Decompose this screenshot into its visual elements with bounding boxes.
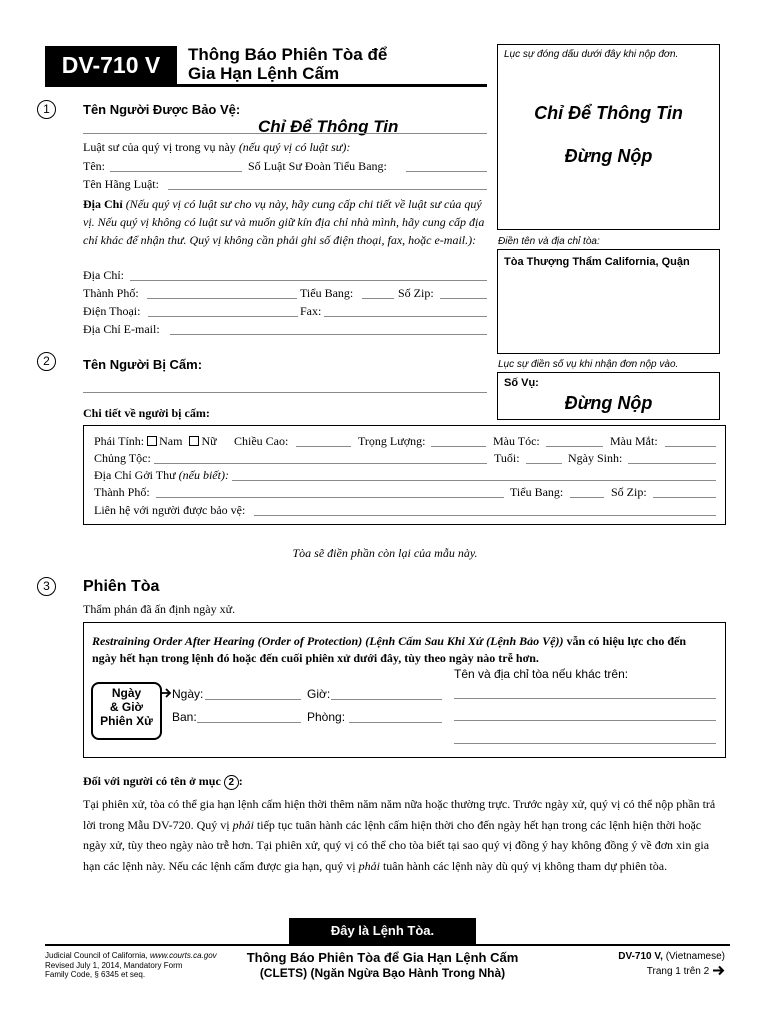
restrained-zip-label: Số Zip: [611, 485, 647, 499]
footer-form-id: DV-710 V, (Vietnamese) [618, 951, 725, 962]
weight-field[interactable] [431, 446, 486, 447]
restrained-zip-field[interactable] [653, 497, 716, 498]
footer-left-line3: Family Code, § 6345 et seq. [45, 970, 146, 979]
section-1-watermark: Chỉ Để Thông Tin [258, 117, 399, 136]
room-label: Phòng: [307, 710, 346, 724]
eye-label: Màu Mắt: [610, 434, 658, 448]
case-number-field-label: Số Vụ: [504, 377, 539, 389]
hair-label: Màu Tóc: [493, 434, 540, 448]
lawyer-name-label: Tên: [83, 159, 105, 173]
zip-label: Số Zip: [398, 286, 434, 300]
section-3-subtitle: Thẩm phán đã ấn định ngày xử. [83, 602, 236, 616]
details-label: Chi tiết về người bị cấm: [83, 406, 210, 420]
arrow-icon [160, 687, 172, 699]
form-title-line1: Thông Báo Phiên Tòa để [188, 45, 388, 64]
footer-rule [45, 944, 730, 946]
other-court-line-1[interactable] [454, 698, 716, 699]
email-label: Địa Chỉ E-mail: [83, 322, 160, 336]
male-checkbox[interactable] [147, 436, 157, 446]
mailing-address-label: Địa Chỉ Gởi Thư (nếu biết): [94, 468, 229, 482]
info-only-watermark: Chỉ Để Thông Tin [534, 103, 683, 123]
clerk-stamp-box [497, 44, 720, 230]
restrained-city-field[interactable] [156, 497, 504, 498]
bar-number-label: Số Luật Sư Đoàn Tiểu Bang: [248, 159, 387, 173]
hearing-date-box [91, 682, 162, 740]
section-3-title: Phiên Tòa [83, 578, 160, 595]
section-1-number: 1 [37, 100, 56, 119]
section-3-number: 3 [37, 577, 56, 596]
firm-name-field[interactable] [168, 189, 487, 190]
time-field[interactable] [331, 699, 442, 700]
sex-field: Phái Tính: Nam Nữ [94, 434, 217, 448]
hearing-box-line2: & Giờ [109, 700, 144, 714]
footer-title-line2: (CLETS) (Ngăn Ngừa Bạo Hành Trong Nhà) [259, 966, 506, 980]
restrained-city-label: Thành Phố: [94, 485, 150, 499]
dept-field[interactable] [197, 722, 301, 723]
race-field[interactable] [154, 463, 487, 464]
other-court-label: Tên và địa chỉ tòa nếu khác trên: [454, 667, 629, 681]
zip-field[interactable] [440, 298, 487, 299]
clerk-stamp-label: Lục sự đóng dấu dưới đây khi nộp đơn. [504, 49, 679, 60]
for-person-text: Tại phiên xử, tòa có thể gia hạn lệnh cấm hiện thời thêm năm năm nữa hoặc thường trực. Trước ngày xử, quý vị có thể nộp phần trả lời trong Mẫu DV-720. Quý vị phải tiếp tục tuân hành các lệnh cấm hiện thời cho đến ngày hết hạn trong các lệnh hiện thời hoặc ngày xử, tùy theo ngày nào trễ hơn. Tại phiên xử, quý vị có thể cho tòa biết tại sao quý vị đồng ý hay không đồng ý về đơn xin gia hạn các lệnh này. Nếu các lệnh cấm được gia hạn, quý vị phải tuân hành các lệnh này dù quý vị không tham dự phiên tòa. [83, 797, 716, 873]
court-fill-note: Tòa sẽ điền phần còn lại của mẫu này. [292, 546, 478, 560]
address-label: Địa Chỉ: [83, 268, 124, 282]
race-label: Chủng Tộc: [94, 451, 151, 465]
date-field[interactable] [205, 699, 301, 700]
court-name-label: Điền tên và địa chỉ tòa: [498, 236, 600, 247]
time-label: Giờ: [307, 687, 331, 701]
next-page-arrow-icon [712, 965, 725, 976]
restrained-name-field[interactable] [83, 392, 487, 393]
do-not-file-watermark: Đừng Nộp [564, 146, 653, 166]
height-field[interactable] [296, 446, 351, 447]
other-court-line-3[interactable] [454, 743, 716, 744]
case-do-not-file-watermark: Đừng Nộp [564, 393, 653, 413]
lawyer-intro: Luật sư của quý vị trong vụ này (nếu quý vị có luật sư): [83, 140, 351, 154]
address-field[interactable] [130, 280, 487, 281]
form-number-box [45, 46, 177, 84]
hearing-box-line1: Ngày [111, 686, 142, 700]
restrained-state-field[interactable] [570, 497, 604, 498]
court-order-banner [289, 918, 476, 944]
case-number-label: Lục sự điền số vụ khi nhận đơn nộp vào. [498, 359, 679, 370]
bar-number-field[interactable] [406, 171, 487, 172]
dept-label: Ban: [172, 710, 197, 724]
restrained-state-label: Tiểu Bang: [510, 485, 564, 499]
age-label: Tuổi: [494, 451, 520, 465]
footer-left-line2: Revised July 1, 2014, Mandatory Form [45, 961, 183, 970]
relationship-field[interactable] [254, 515, 716, 516]
weight-label: Trọng Lượng: [358, 434, 426, 448]
circled-2: 2 [224, 775, 239, 790]
relationship-label: Liên hệ với người được bảo vệ: [94, 503, 246, 517]
footer-page: Trang 1 trên 2 [647, 965, 725, 977]
state-field[interactable] [362, 298, 394, 299]
address-note: Địa Chỉ (Nếu quý vị có luật sư cho vụ này, hãy cung cấp chi tiết về luật sư của quý vị. Nếu quý vị không có luật sư và muốn giữ kín địa chỉ nhà mình, hãy cung cấp địa chỉ khác để nhận thư. Quý vị không cần phải ghi số điện thoại, fax, hoặc e-mail.): [83, 197, 485, 248]
age-field[interactable] [526, 463, 562, 464]
section-1-title: Tên Người Được Bảo Vệ: [83, 102, 241, 117]
court-name-box [497, 249, 720, 354]
protected-name-line [83, 133, 487, 134]
hair-field[interactable] [546, 446, 603, 447]
email-field[interactable] [170, 334, 487, 335]
dob-field[interactable] [628, 463, 716, 464]
firm-name-label: Tên Hãng Luật: [83, 177, 159, 191]
eye-field[interactable] [665, 446, 716, 447]
mailing-address-field[interactable] [232, 480, 716, 481]
form-number: DV-710 V [61, 52, 161, 78]
fax-label: Fax: [300, 304, 322, 318]
fax-field[interactable] [324, 316, 487, 317]
section-2-title: Tên Người Bị Cấm: [83, 357, 203, 372]
footer-title-line1: Thông Báo Phiên Tòa để Gia Hạn Lệnh Cấm [246, 950, 519, 965]
phone-label: Điện Thoại: [83, 304, 141, 318]
female-checkbox[interactable] [189, 436, 199, 446]
other-court-line-2[interactable] [454, 720, 716, 721]
hearing-box-line3: Phiên Xử [100, 714, 153, 728]
height-label: Chiều Cao: [234, 434, 289, 448]
phone-field[interactable] [148, 316, 298, 317]
header-rule [45, 84, 487, 87]
city-field[interactable] [147, 298, 297, 299]
date-label: Ngày: [172, 687, 204, 701]
city-label: Thành Phố: [83, 286, 139, 300]
for-person-title: Đối với người có tên ở mục 2 : [83, 774, 243, 788]
footer-left-line1: Judicial Council of California, www.courts.ca.gov [45, 951, 217, 960]
hearing-notice: Restraining Order After Hearing (Order of Protection) (Lệnh Cấm Sau Khi Xử (Lệnh Bảo Vệ)) vẫn có hiệu lực cho đến ngày hết hạn trong lệnh đó hoặc đến cuối phiên xử dưới đây, tùy theo ngày nào trễ hơn. [92, 634, 686, 665]
room-field[interactable] [349, 722, 442, 723]
form-title-line2: Gia Hạn Lệnh Cấm [188, 64, 340, 83]
section-2-number: 2 [37, 352, 56, 371]
court-order-text: Đây là Lệnh Tòa. [330, 923, 435, 938]
state-label: Tiểu Bang: [300, 286, 354, 300]
case-number-box [497, 372, 720, 420]
dob-label: Ngày Sinh: [568, 451, 623, 465]
lawyer-name-field[interactable] [110, 171, 242, 172]
court-name-value: Tòa Thượng Thẩm California, Quận [504, 256, 690, 268]
